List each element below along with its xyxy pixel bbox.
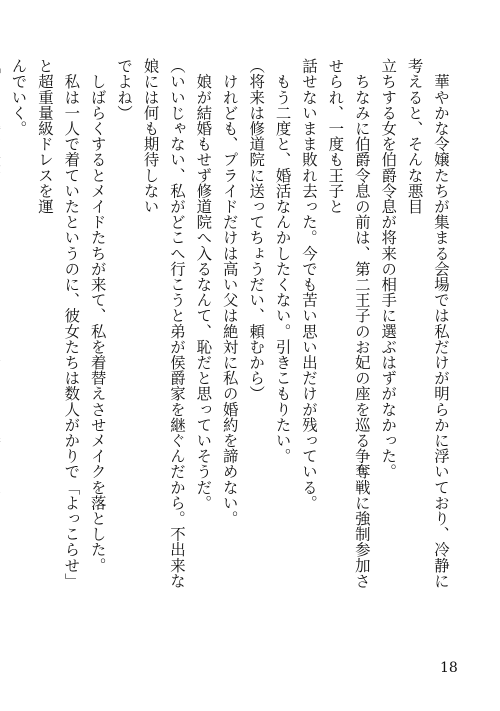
body-text — [0, 58, 454, 598]
text-line: 華やかな令嬢たちが集まる会場では私だけが明らかに浮いており、冷静に考えると、そんな悪目 — [405, 58, 450, 589]
text-line: 娘が結婚もせず修道院へ入るなんて、恥だと思っていそうだ。 — [194, 58, 213, 511]
text-line — [0, 58, 5, 598]
text-line: 話せないまま敗れ去った。今でも苦い思い出だけが残っている。 — [299, 58, 318, 511]
text-line: （いいじゃない、私がどこへ行こうと弟が侯爵家を継ぐんだから。不出来な娘には何も期待しない — [141, 58, 186, 589]
text-line: 私は一人で着ていたというのに、彼女たちは数人がかりで「よっこらせ」と超重量級ドレスを運 — [35, 58, 81, 589]
text-line: （将来は修道院に送ってちょうだい、頼むから） — [247, 58, 266, 402]
text-line: しばらくするとメイドたちが来て、私を着替えさせメイクを落とした。 — [88, 58, 107, 573]
text-line: もう二度と、婚活なんかしたくない。引きこもりたい。 — [273, 58, 292, 464]
text-line: けれども、プライドだけは高い父は絶対に私の婚約を諦めない。 — [220, 58, 239, 526]
text-line: ちなみに伯爵令息の前は、第二王子のお妃の座を巡る争奪戦に強制参加させられ、一度も王子と — [326, 58, 371, 589]
page-number: 18 — [440, 660, 458, 676]
text-line: でよね） — [115, 58, 134, 121]
text-line: んでいく。 — [9, 58, 28, 136]
text-line: 立ちする女を伯爵令息が将来の相手に選ぶはずがなかった。 — [379, 58, 398, 480]
